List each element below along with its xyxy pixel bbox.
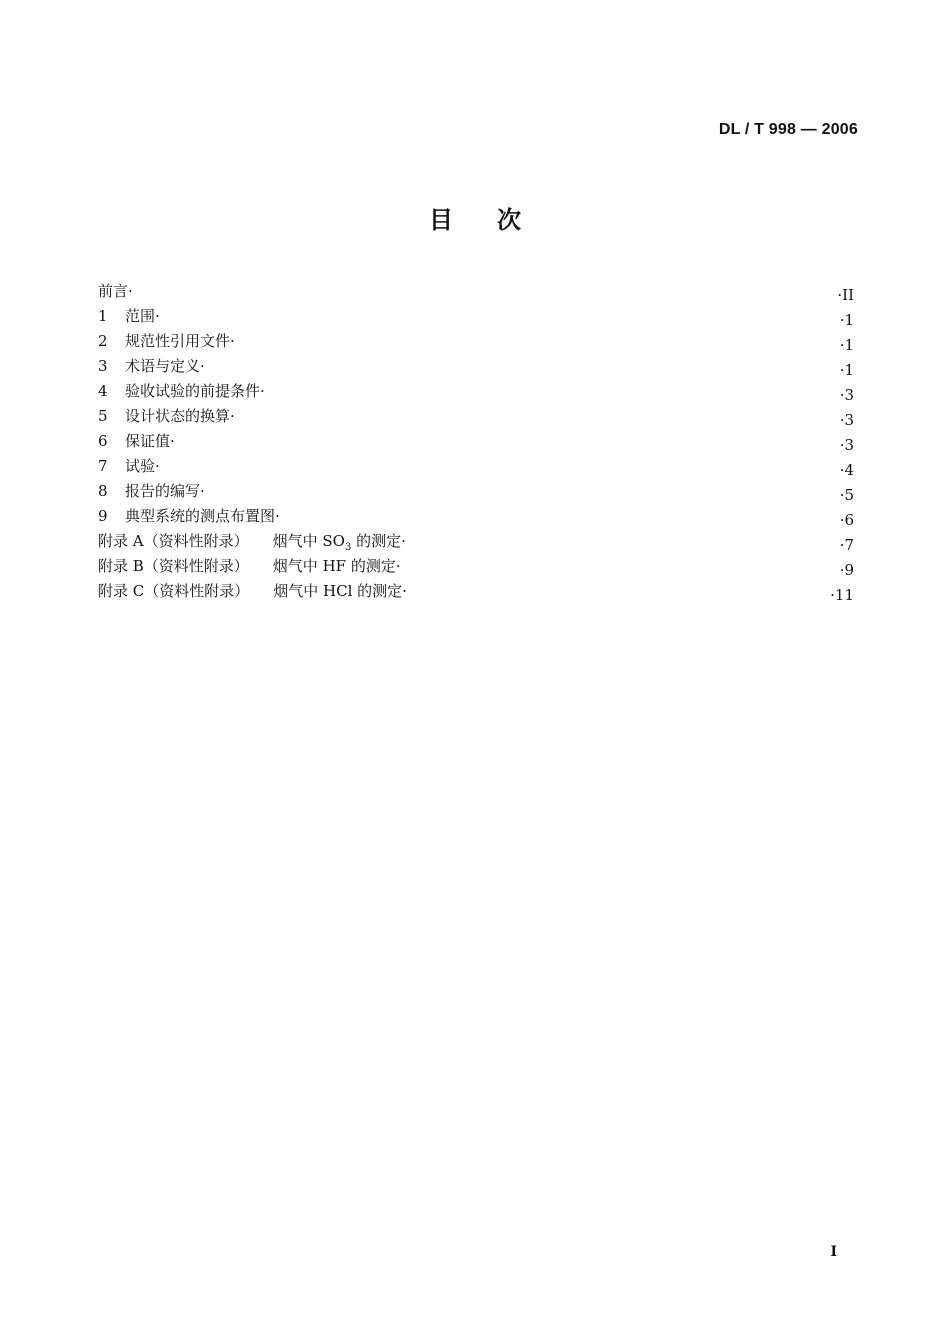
toc-entry-page: ·4 xyxy=(839,461,854,479)
toc-entry-label: 6 保证值· xyxy=(98,432,175,450)
appendix-prefix: 附录 A（资料性附录） xyxy=(98,532,249,550)
toc-entry-number: 4 xyxy=(98,382,108,400)
toc-entry-page: ·7 xyxy=(839,536,854,554)
toc-entry-8[interactable] xyxy=(98,481,858,506)
toc-entry-number: 1 xyxy=(98,307,108,325)
page-title: 目次 xyxy=(429,206,565,234)
toc-entry-number: 5 xyxy=(98,407,108,425)
toc-entry-label: 9 典型系统的测点布置图· xyxy=(98,507,280,525)
toc-entry-6[interactable] xyxy=(98,431,858,456)
toc-entry-3[interactable] xyxy=(98,356,858,381)
toc-entry-label: 5 设计状态的换算· xyxy=(98,407,235,425)
page-number: I xyxy=(830,1244,837,1260)
toc-entry-7[interactable] xyxy=(98,456,858,481)
toc-entry-page: ·6 xyxy=(839,511,854,529)
toc-entry-appendix-c[interactable] xyxy=(98,581,858,606)
toc-entry-label: 2 规范性引用文件· xyxy=(98,332,235,350)
toc-entry-label: 7 试验· xyxy=(98,457,160,475)
table-of-contents xyxy=(98,281,858,606)
toc-entry-label: 8 报告的编写· xyxy=(98,482,205,500)
toc-entry-label: 4 验收试验的前提条件· xyxy=(98,382,265,400)
toc-entry-page: ·II xyxy=(837,286,854,304)
toc-entry-label: 附录 A（资料性附录） 烟气中 $SO_3$ 的测定· xyxy=(98,532,406,553)
toc-entry-page: ·3 xyxy=(839,386,854,404)
toc-entry-page: ·3 xyxy=(839,436,854,454)
toc-entry-label: 1 范围· xyxy=(98,307,160,325)
toc-entry-label: 前言· xyxy=(98,282,133,300)
toc-entry-number: 6 xyxy=(98,432,108,450)
toc-entry-page: ·9 xyxy=(839,561,854,579)
toc-entry-5[interactable] xyxy=(98,406,858,431)
toc-entry-2[interactable] xyxy=(98,331,858,356)
standard-number: DL / T 998 — 2006 xyxy=(718,121,858,138)
toc-entry-label: 附录 C（资料性附录） 烟气中 HCl 的测定· xyxy=(98,582,407,600)
toc-entry-4[interactable] xyxy=(98,381,858,406)
appendix-prefix: 附录 C（资料性附录） xyxy=(98,582,250,600)
toc-entry-number: 8 xyxy=(98,482,108,500)
toc-entry-appendix-b[interactable] xyxy=(98,556,858,581)
toc-entry-1[interactable] xyxy=(98,306,858,331)
toc-entry-label: 附录 B（资料性附录） 烟气中 HF 的测定· xyxy=(98,557,401,575)
appendix-prefix: 附录 B（资料性附录） xyxy=(98,557,249,575)
toc-entry-appendix-a[interactable] xyxy=(98,531,858,556)
subscript: 3 xyxy=(344,542,352,553)
toc-entry-9[interactable] xyxy=(98,506,858,531)
toc-entry-number: 9 xyxy=(98,507,108,525)
toc-entry-label: 3 术语与定义· xyxy=(98,357,205,375)
toc-entry-page: ·1 xyxy=(839,311,854,329)
toc-entry-number: 3 xyxy=(98,357,108,375)
toc-entry-foreword[interactable] xyxy=(98,281,858,306)
toc-entry-page: ·11 xyxy=(830,586,854,604)
toc-entry-number: 7 xyxy=(98,457,108,475)
toc-entry-page: ·5 xyxy=(839,486,854,504)
toc-entry-page: ·1 xyxy=(839,361,854,379)
toc-entry-number: 2 xyxy=(98,332,108,350)
toc-entry-page: ·1 xyxy=(839,336,854,354)
toc-entry-page: ·3 xyxy=(839,411,854,429)
